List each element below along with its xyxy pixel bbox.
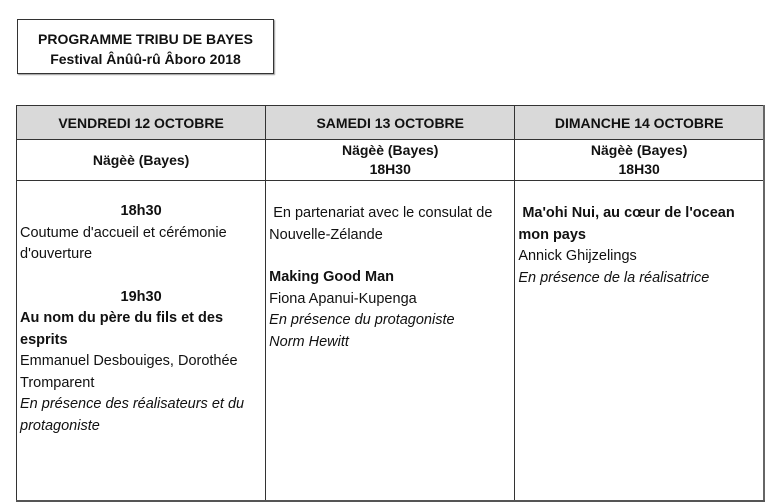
day-header-row [17,106,765,140]
event-note: En présence des réalisateurs et du protagoniste [20,396,245,434]
partnership-note: En partenariat avec le consulat de Nouvelle-Zélande [269,205,497,243]
day-header-sunday: DIMANCHE 14 OCTOBRE [515,106,764,140]
location-time: 18H30 [369,161,411,177]
location-saturday [266,140,515,181]
event-note: En présence du protagoniste Norm Hewitt [269,312,455,350]
event-description: Coutume d'accueil et cérémonie d'ouverture [20,224,227,262]
event-director: Fiona Apanui-Kupenga [269,290,417,307]
location-time: 18H30 [618,161,660,177]
event-note: En présence de la réalisatrice [518,269,710,286]
event-time: 18h30 [120,203,162,219]
location-sunday [515,140,764,181]
programme-title-box [17,19,274,74]
location-friday [17,140,266,181]
location-name: Nägèè (Bayes) [92,151,190,168]
location-row [17,140,765,181]
event-title: Au nom du père du fils et des esprits [20,310,224,348]
event-title: Making Good Man [269,269,395,285]
event-director: Annick Ghijzelings [518,248,637,264]
event-time: 19h30 [120,288,162,305]
location-name: Nägèè (Bayes) [590,142,688,158]
day-header-friday: VENDREDI 12 OCTOBRE [17,106,266,140]
programme-table [16,105,765,502]
events-saturday [266,181,515,502]
festival-subtitle: Festival Ânûû-rû Âboro 2018 [50,51,241,67]
events-sunday [515,181,764,502]
event-director: Emmanuel Desbouiges, Dorothée Tromparent [20,353,238,391]
day-header-saturday: SAMEDI 13 OCTOBRE [266,106,515,140]
events-friday [17,181,266,502]
events-row [17,181,765,502]
location-name: Nägèè (Bayes) [341,142,439,158]
event-title: Ma'ohi Nui, au cœur de l'ocean mon pays [518,205,739,243]
programme-title: PROGRAMME TRIBU DE BAYES [38,31,253,47]
